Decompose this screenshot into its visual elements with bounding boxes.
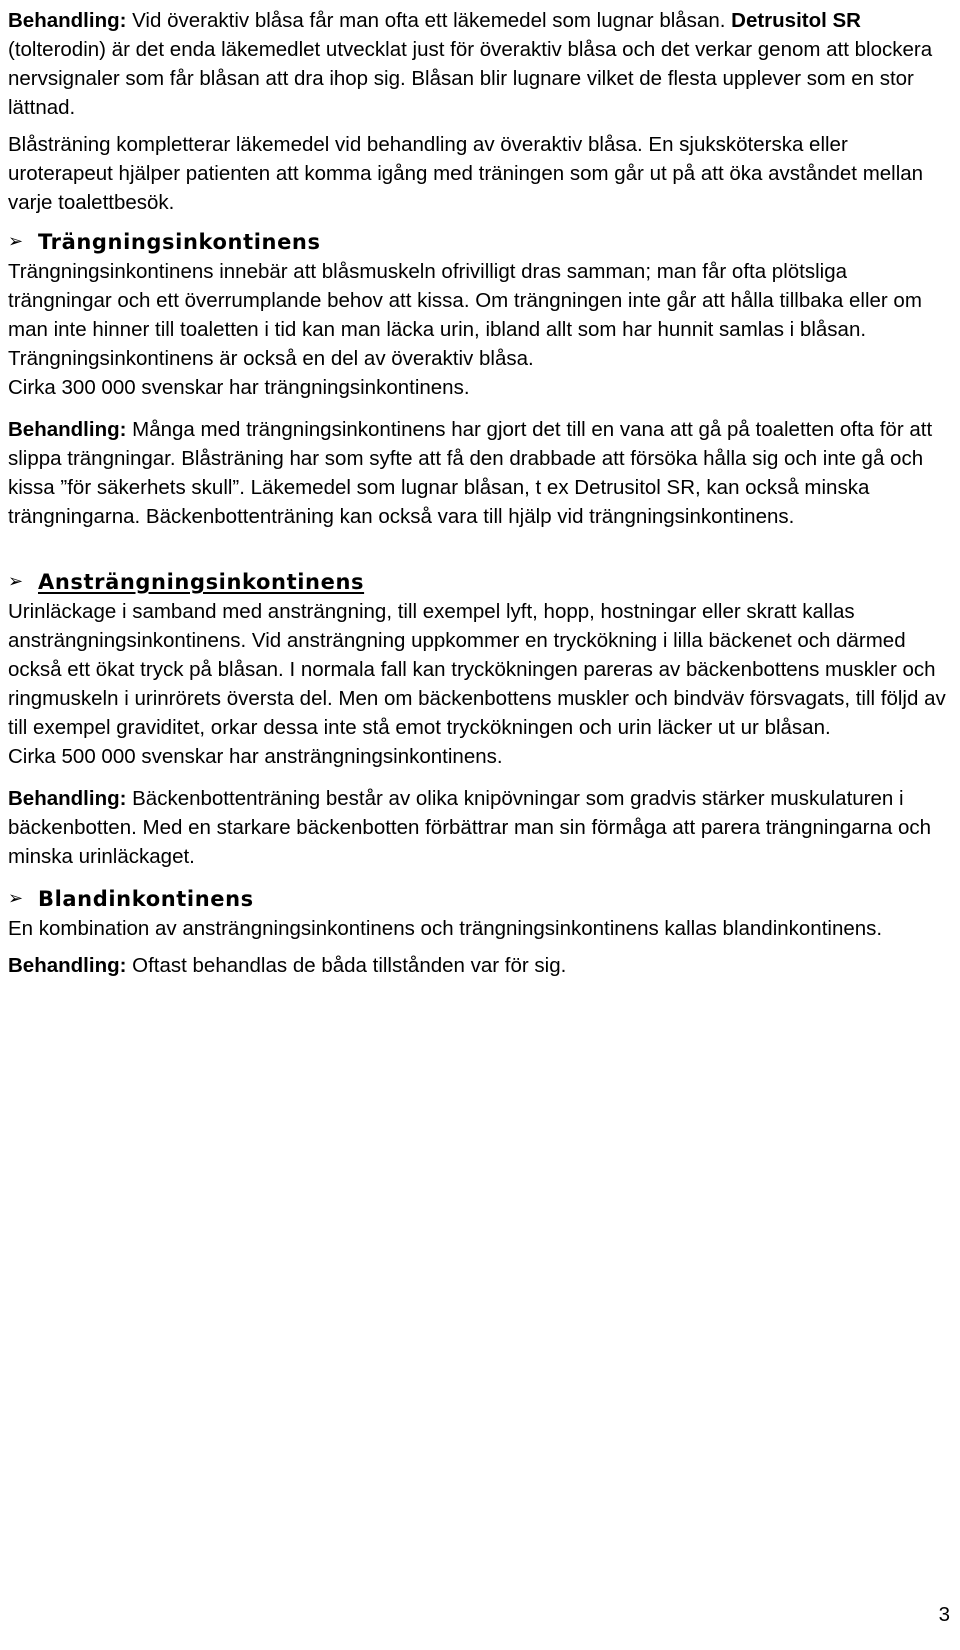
section-heading-urge-incontinence	[8, 227, 950, 257]
treatment-label: Behandling:	[8, 9, 127, 32]
mixed-description-paragraph: En kombination av ansträngningsinkontinens och trängningsinkontinens kallas blandinkontinens.	[8, 917, 883, 940]
treatment-label: Behandling:	[8, 787, 127, 810]
section-heading-stress-incontinence	[8, 567, 950, 597]
stress-statistic: Cirka 500 000 svenskar har ansträngningsinkontinens.	[8, 745, 503, 768]
bladder-training-paragraph: Blåsträning kompletterar läkemedel vid behandling av överaktiv blåsa. En sjuksköterska eller uroterapeut hjälper patienten att komma igång med träningen som går ut på att öka avståndet mellan varje toalettbesök.	[8, 133, 924, 214]
arrow-bullet-icon: ➢	[8, 571, 24, 592]
heading-text: Ansträngningsinkontinens	[38, 570, 365, 594]
section-heading-mixed-incontinence	[8, 884, 950, 914]
arrow-bullet-icon: ➢	[8, 231, 24, 252]
stress-treatment-text: Bäckenbottenträning består av olika knipövningar som gradvis stärker muskulaturen i bäckenbotten. Med en starkare bäckenbotten förbättrar man sin förmåga att parera trängningarna och minska urinläckaget.	[8, 787, 932, 868]
heading-text: Blandinkontinens	[38, 887, 254, 911]
stress-treatment-paragraph	[8, 784, 950, 871]
intro-treatment-paragraph	[8, 6, 950, 122]
arrow-bullet-icon: ➢	[8, 888, 24, 909]
treatment-label: Behandling:	[8, 954, 127, 977]
heading-text: Trängningsinkontinens	[38, 230, 321, 254]
stress-description-paragraph: Urinläckage i samband med ansträngning, till exempel lyft, hopp, hostningar eller skratt kallas ansträngningsinkontinens. Vid ansträngning uppkommer en tryckökning i lilla bäckenet och därmed också ett ökat tryck på blåsan. I normala fall kan tryckökningen pareras av bäckenbottens muskler och ringmuskeln i urinrörets översta del. Men om bäckenbottens muskler och bindväv försvagats, till följd av till exempel graviditet, orkar dessa inte stå emot tryckökningen och urin läcker ut ur blåsan.	[8, 600, 946, 739]
drug-name: Detrusitol SR	[731, 9, 861, 32]
urge-treatment-paragraph	[8, 415, 950, 531]
urge-treatment-text: Många med trängningsinkontinens har gjort det till en vana att gå på toaletten ofta för att slippa trängningar. Blåsträning har som syfte att få den drabbade att försöka hålla sig och inte gå och kissa ”för säkerhets skull”. Läkemedel som lugnar blåsan, t ex Detrusitol SR, kan också minska trängningarna. Bäckenbottenträning kan också vara till hjälp vid trängningsinkontinens.	[8, 418, 933, 528]
intro-drug-description: (tolterodin) är det enda läkemedlet utvecklat just för överaktiv blåsa och det verkar genom att blockera nervsignaler som får blåsan att dra ihop sig. Blåsan blir lugnare vilket de flesta upplever som en stor lättnad.	[8, 38, 933, 119]
mixed-treatment-paragraph	[8, 951, 950, 980]
mixed-treatment-text: Oftast behandlas de båda tillstånden var för sig.	[126, 954, 567, 977]
treatment-label: Behandling:	[8, 418, 127, 441]
intro-treatment-text: Vid överaktiv blåsa får man ofta ett läkemedel som lugnar blåsan.	[126, 9, 726, 32]
urge-statistic: Cirka 300 000 svenskar har trängningsinkontinens.	[8, 376, 470, 399]
page-number: 3	[938, 1603, 950, 1626]
urge-description-paragraph: Trängningsinkontinens innebär att blåsmuskeln ofrivilligt dras samman; man får ofta plötsliga trängningar och ett överrumplande behov att kissa. Om trängningen inte går att hålla tillbaka eller om man inte hinner till toaletten i tid kan man läcka urin, ibland allt som har hunnit samlas i blåsan. Trängningsinkontinens är också en del av överaktiv blåsa.	[8, 260, 922, 370]
